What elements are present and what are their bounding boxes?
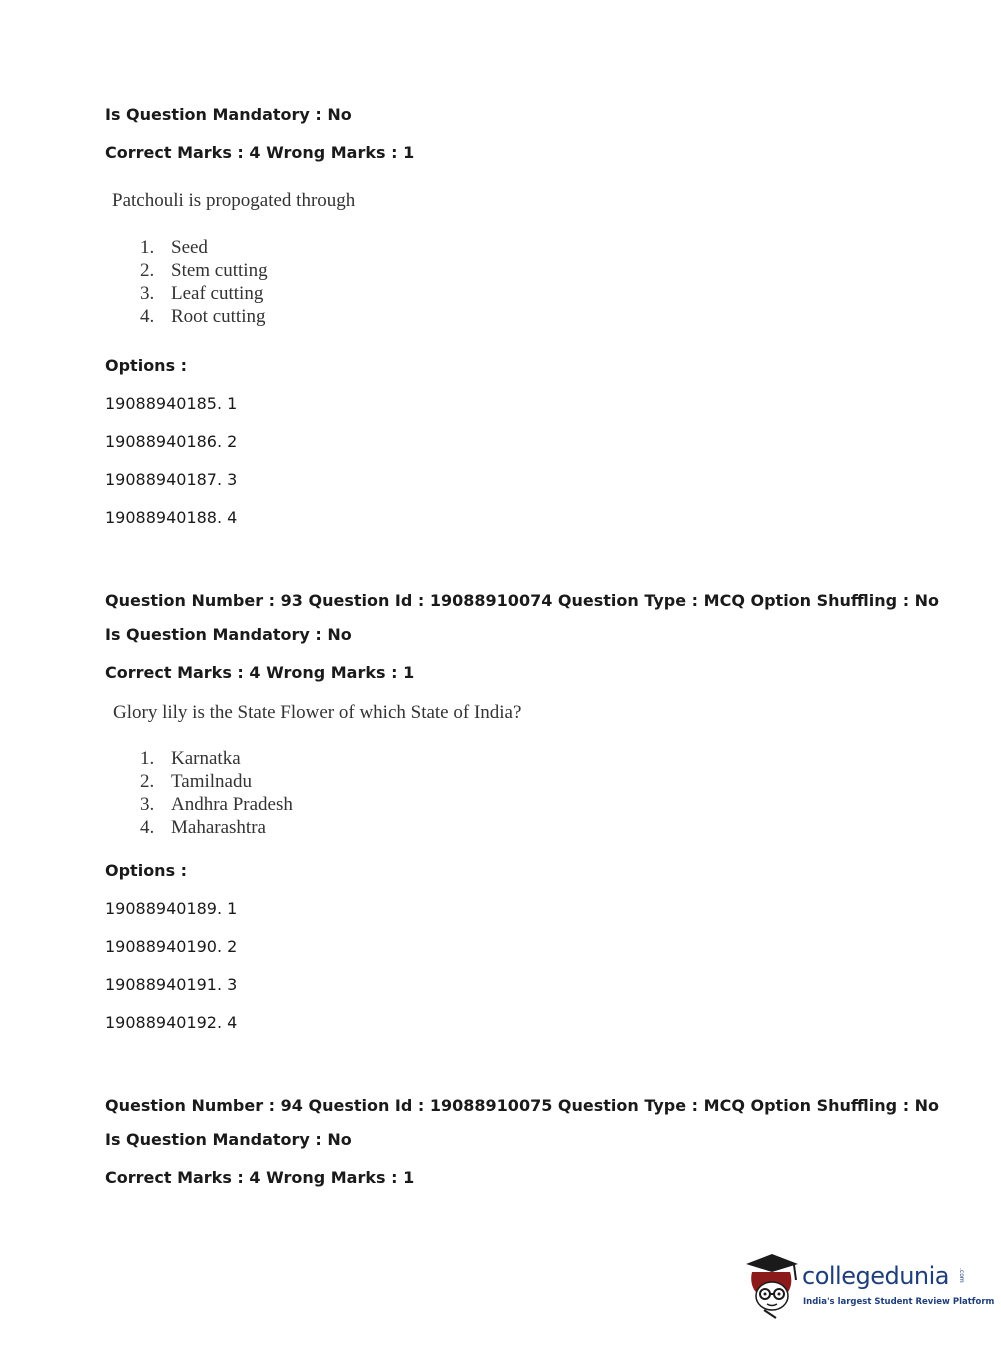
logo-wordmark: collegedunia: [802, 1262, 950, 1290]
q93-option-3: 19088940191. 3: [105, 975, 238, 994]
q92-option-3: 19088940187. 3: [105, 470, 238, 489]
q92-mandatory: Is Question Mandatory : No: [105, 105, 352, 124]
q92-option-2: 19088940186. 2: [105, 432, 238, 451]
q93-mandatory: Is Question Mandatory : No: [105, 625, 352, 644]
q93-header: Question Number : 93 Question Id : 19088910074 Question Type : MCQ Option Shuffling : No: [105, 591, 940, 610]
q93-option-1: 19088940189. 1: [105, 899, 238, 918]
q92-options-label: Options :: [105, 356, 188, 375]
q92-option-4: 19088940188. 4: [105, 508, 238, 527]
logo-tagline: India's largest Student Review Platform: [803, 1297, 995, 1307]
logo-suffix: .com: [958, 1268, 965, 1283]
q93-marks: Correct Marks : 4 Wrong Marks : 1: [105, 663, 415, 682]
q94-marks: Correct Marks : 4 Wrong Marks : 1: [105, 1168, 415, 1187]
q93-choice-2: 2. Tamilnadu: [140, 771, 252, 792]
q92-choice-4: 4. Root cutting: [140, 306, 266, 327]
q94-header: Question Number : 94 Question Id : 19088910075 Question Type : MCQ Option Shuffling : No: [105, 1096, 940, 1115]
q93-option-4: 19088940192. 4: [105, 1013, 238, 1032]
q92-marks: Correct Marks : 4 Wrong Marks : 1: [105, 143, 415, 162]
q93-options-label: Options :: [105, 861, 188, 880]
mascot-icon: [742, 1250, 802, 1320]
q92-choice-3: 3. Leaf cutting: [140, 283, 264, 304]
q93-choice-4: 4. Maharashtra: [140, 817, 266, 838]
q92-choice-2: 2. Stem cutting: [140, 260, 268, 281]
q92-question-text: Patchouli is propogated through: [112, 190, 356, 211]
q92-choice-1: 1. Seed: [140, 237, 208, 258]
q93-question-text: Glory lily is the State Flower of which State of India?: [113, 702, 522, 723]
q93-choice-3: 3. Andhra Pradesh: [140, 794, 293, 815]
q93-choice-1: 1. Karnatka: [140, 748, 241, 769]
q94-mandatory: Is Question Mandatory : No: [105, 1130, 352, 1149]
collegedunia-logo[interactable]: [742, 1250, 995, 1320]
q92-option-1: 19088940185. 1: [105, 394, 238, 413]
q93-option-2: 19088940190. 2: [105, 937, 238, 956]
